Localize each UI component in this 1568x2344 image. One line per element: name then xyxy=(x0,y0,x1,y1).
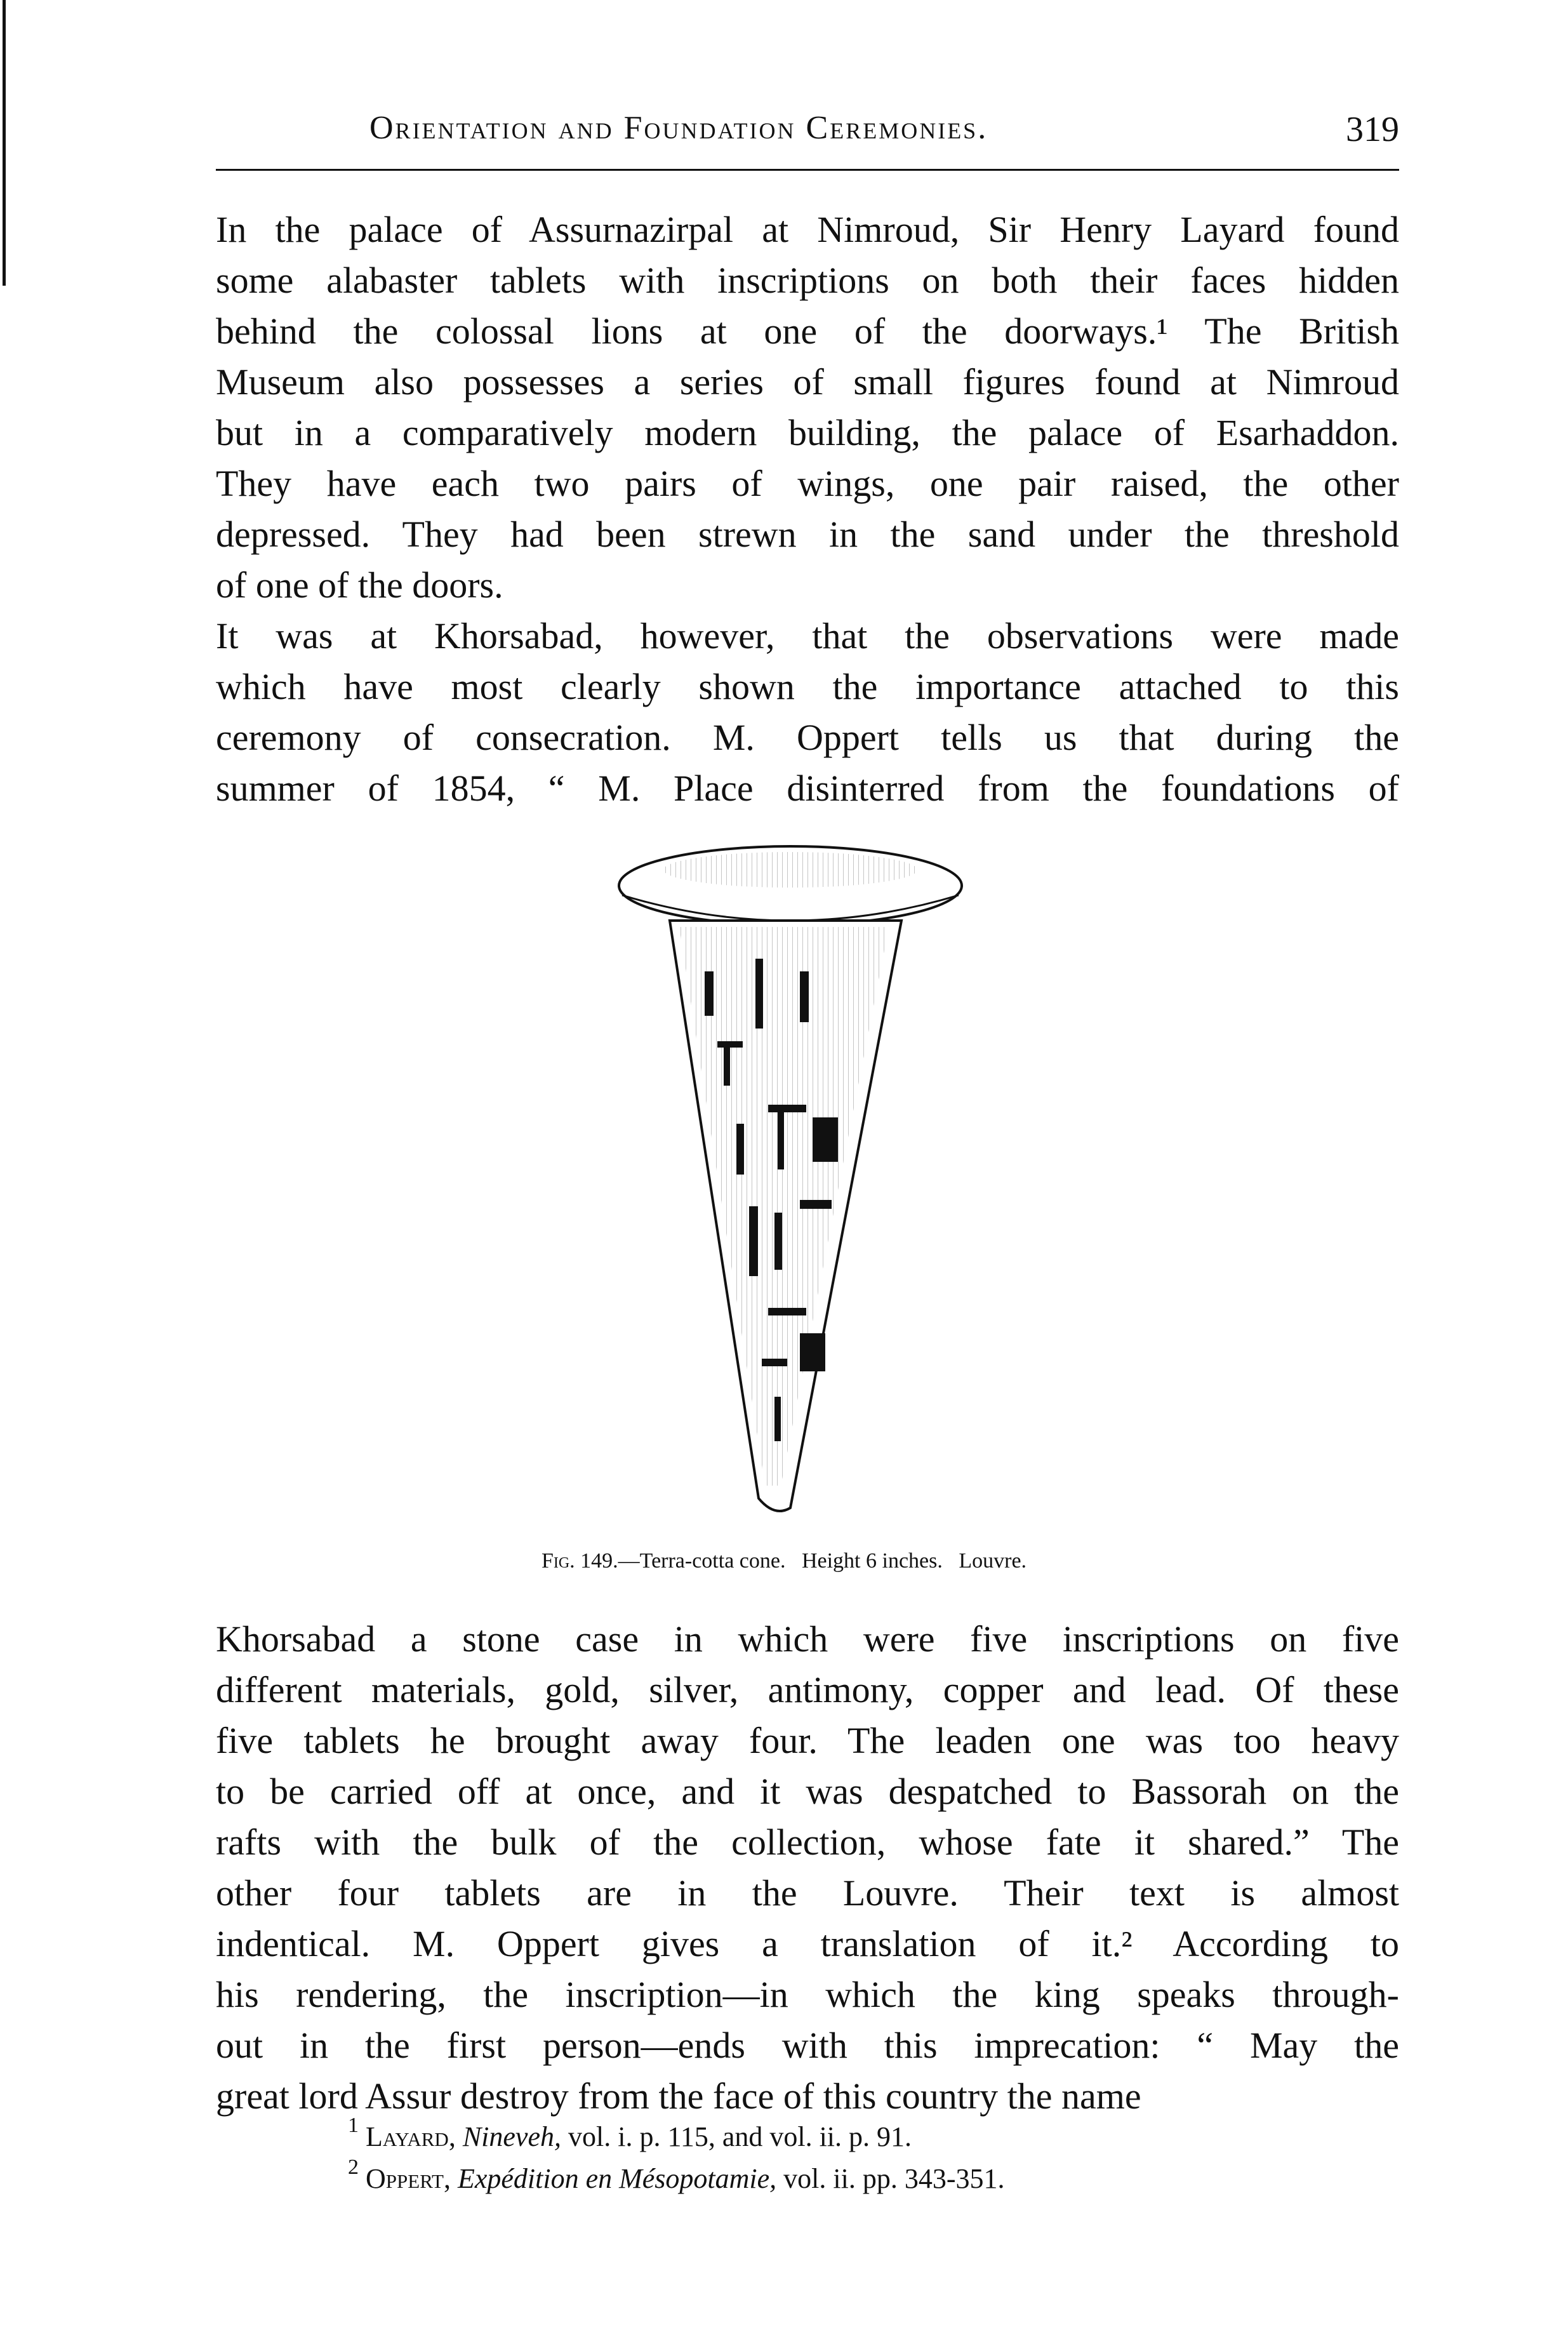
text-line: of one of the doors. xyxy=(216,564,503,606)
paragraph-3 xyxy=(216,1614,1399,2122)
text-line: depressed. They had been strewn in the sand under the threshold xyxy=(216,514,1399,555)
text-line: five tablets he brought away four. The leaden one was too heavy xyxy=(216,1720,1399,1761)
text-line: great lord Assur destroy from the face of this country the name xyxy=(216,2075,1141,2117)
footnote-title: Nineveh, xyxy=(462,2121,561,2152)
text-line: Museum also possesses a series of small figures found at Nimroud xyxy=(216,361,1399,403)
paragraph-2 xyxy=(216,611,1399,814)
running-title: Orientation and Foundation Ceremonies. xyxy=(369,110,988,146)
footnote-author: Layard, xyxy=(366,2121,456,2152)
text-line: ceremony of consecration. M. Oppert tells us that during the xyxy=(216,717,1399,758)
text-line: but in a comparatively modern building, the palace of Esarhaddon. xyxy=(216,412,1399,453)
text-line: Khorsabad a stone case in which were five inscriptions on five xyxy=(216,1618,1399,1660)
footnote-author: Oppert, xyxy=(366,2163,451,2194)
text-line: summer of 1854, “ M. Place disinterred from the foundations of xyxy=(216,768,1399,809)
figure-caption xyxy=(0,1549,1568,1573)
footnote-title: Expédition en Mésopotamie, xyxy=(457,2163,777,2194)
page-header xyxy=(216,109,1399,154)
header-rule xyxy=(216,169,1399,171)
text-line: other four tablets are in the Louvre. Their text is almost xyxy=(216,1872,1399,1914)
text-line: different materials, gold, silver, antimony, copper and lead. Of these xyxy=(216,1669,1399,1710)
figure-caption-text: —Terra-cotta cone. Height 6 inches. Louvre. xyxy=(618,1549,1027,1573)
terra-cotta-cone-illustration xyxy=(609,825,978,1524)
text-line: out in the first person—ends with this imprecation: “ May the xyxy=(216,2025,1399,2066)
footnote-mark: 2 xyxy=(348,2155,359,2179)
footnote-mark: 1 xyxy=(348,2114,359,2137)
footnote-1 xyxy=(348,2114,912,2153)
footnote-reference: vol. ii. pp. 343-351. xyxy=(783,2163,1005,2194)
text-line: his rendering, the inscription—in which the king speaks through- xyxy=(216,1974,1399,2015)
footnote-2 xyxy=(348,2155,1005,2195)
text-line: behind the colossal lions at one of the doorways.¹ The British xyxy=(216,310,1399,352)
text-line: to be carried off at once, and it was despatched to Bassorah on the xyxy=(216,1771,1399,1812)
page-number: 319 xyxy=(1346,110,1399,149)
text-line: In the palace of Assurnazirpal at Nimroud, Sir Henry Layard found xyxy=(216,209,1399,250)
text-line: indentical. M. Oppert gives a translation of it.² According to xyxy=(216,1923,1399,1964)
text-line: rafts with the bulk of the collection, whose fate it shared.” The xyxy=(216,1821,1399,1863)
paragraph-1 xyxy=(216,204,1399,611)
footnote-reference: vol. i. p. 115, and vol. ii. p. 91. xyxy=(568,2121,912,2152)
text-line: which have most clearly shown the importance attached to this xyxy=(216,666,1399,707)
figure-label: Fig. 149. xyxy=(541,1549,618,1573)
text-line: It was at Khorsabad, however, that the observations were made xyxy=(216,615,1399,656)
text-line: They have each two pairs of wings, one pair raised, the other xyxy=(216,463,1399,504)
page-edge-mark xyxy=(3,0,6,286)
text-line: some alabaster tablets with inscriptions on both their faces hidden xyxy=(216,260,1399,301)
